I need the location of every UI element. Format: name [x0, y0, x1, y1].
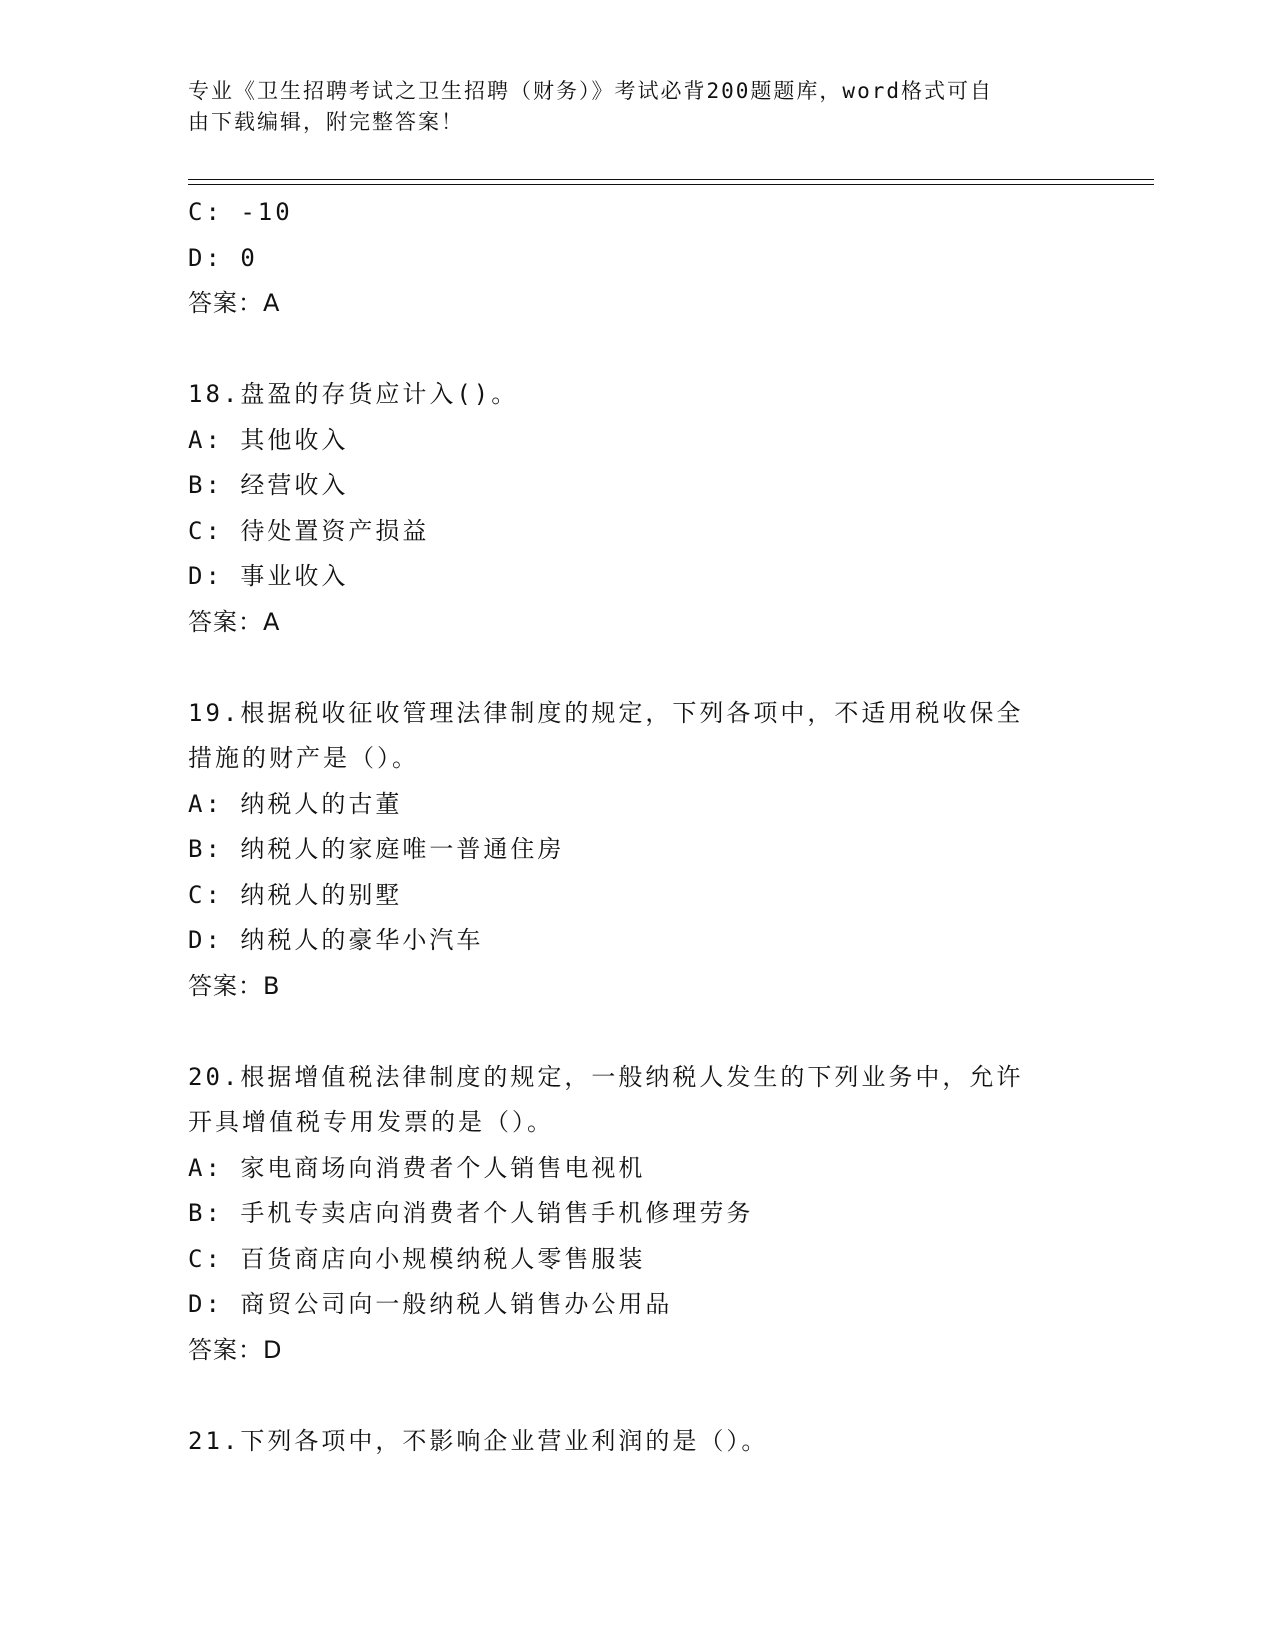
question-title-line-2: 开具增值税专用发票的是（）。: [188, 1108, 554, 1136]
header-divider-top: [188, 179, 1154, 180]
question-title-line-2: 措施的财产是（）。: [188, 744, 419, 772]
option-b: B: 手机专卖店向消费者个人销售手机修理劳务: [188, 1199, 754, 1227]
question-18: [188, 372, 1088, 645]
answer: 答案：A: [188, 607, 281, 636]
option-c: C: -10: [188, 198, 293, 226]
option-c: C: 纳税人的别墅: [188, 880, 403, 909]
question-19: [188, 691, 1088, 1010]
option-d: D: 商贸公司向一般纳税人销售办公用品: [188, 1290, 673, 1318]
previous-question: [188, 190, 1088, 327]
header-line-2: 由下载编辑，附完整答案！: [188, 110, 464, 134]
option-c: C: 待处置资产损益: [188, 516, 430, 545]
question-title: 18.盘盈的存货应计入()。: [188, 380, 519, 408]
spacer: [188, 327, 1088, 373]
spacer: [188, 1009, 1088, 1055]
answer: 答案：A: [188, 289, 281, 317]
option-a: A: 纳税人的古董: [188, 789, 403, 818]
option-d: D: 纳税人的豪华小汽车: [188, 926, 484, 954]
option-b: B: 经营收入: [188, 471, 349, 499]
option-a: A: 其他收入: [188, 425, 349, 454]
spacer: [188, 645, 1088, 691]
spacer: [188, 1373, 1088, 1419]
answer: 答案：B: [188, 971, 281, 1000]
header-divider-bottom: [188, 184, 1154, 185]
question-title-line-1: 19.根据税收征收管理法律制度的规定，下列各项中，不适用税收保全: [188, 698, 1024, 727]
option-b: B: 纳税人的家庭唯一普通住房: [188, 835, 565, 863]
option-d: D: 事业收入: [188, 562, 349, 590]
question-title: 21.下列各项中，不影响企业营业利润的是（）。: [188, 1426, 769, 1455]
answer: 答案：D: [188, 1335, 283, 1364]
option-a: A: 家电商场向消费者个人销售电视机: [188, 1153, 646, 1182]
option-d: D: 0: [188, 243, 258, 272]
option-c: C: 百货商店向小规模纳税人零售服装: [188, 1244, 646, 1273]
header-line-1: 专业《卫生招聘考试之卫生招聘（财务）》考试必背200题题库，word格式可自: [188, 79, 993, 103]
question-title-line-1: 20.根据增值税法律制度的规定，一般纳税人发生的下列业务中，允许: [188, 1062, 1024, 1091]
question-20: [188, 1055, 1088, 1374]
question-21: [188, 1419, 1088, 1465]
document-header: [188, 76, 1088, 138]
question-list: [188, 190, 1088, 1464]
